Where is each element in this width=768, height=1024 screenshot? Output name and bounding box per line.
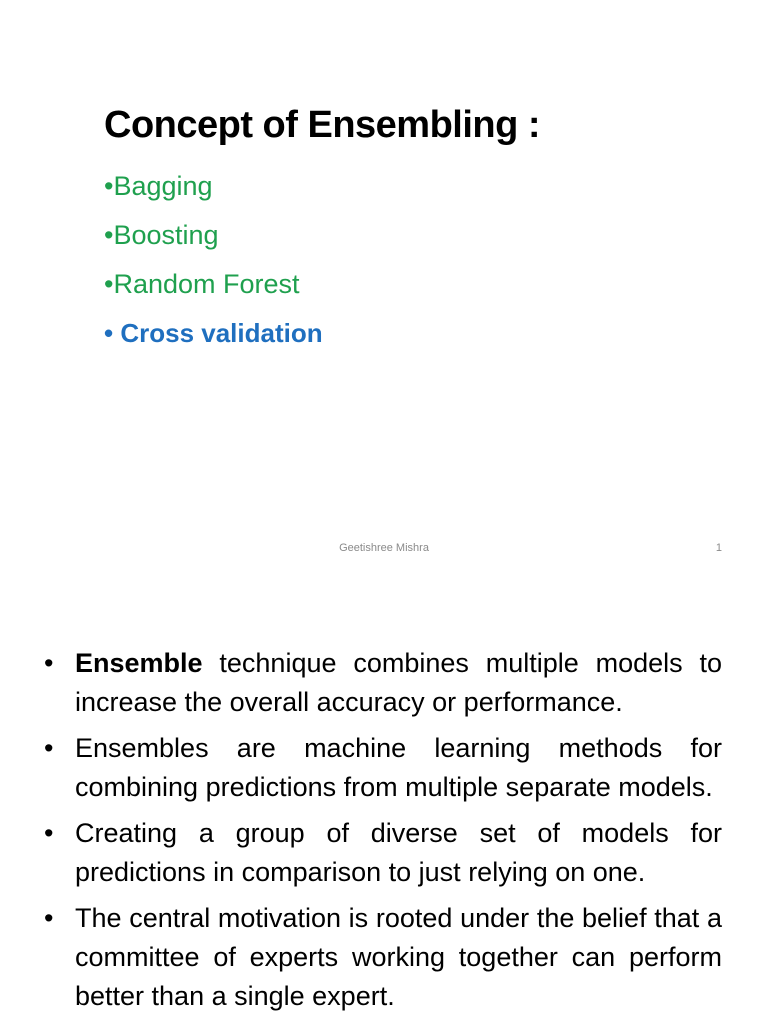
bullet-marker: • <box>44 818 54 848</box>
footer-author: Geetishree Mishra <box>339 542 429 554</box>
bullet-text: technique combines multiple models to increase the overall accuracy or performance. <box>75 648 722 717</box>
bullet-list <box>44 644 722 1023</box>
topic-item-boosting: •Boosting <box>104 220 219 250</box>
topic-item-cross-validation: • Cross validation <box>104 318 323 348</box>
bullet-item <box>44 729 722 807</box>
topic-item-bagging: •Bagging <box>104 171 213 201</box>
bullet-text: Creating a group of diverse set of models for predictions in comparison to just relying on one. <box>75 818 722 887</box>
bullet-item <box>44 814 722 892</box>
topic-list <box>104 166 323 362</box>
bullet-item <box>44 644 722 722</box>
bullet-item <box>44 899 722 1016</box>
topic-item-random-forest: •Random Forest <box>104 269 300 299</box>
bullet-marker: • <box>44 733 54 763</box>
bullet-text: The central motivation is rooted under the belief that a committee of experts working together can perform better than a single expert. <box>75 903 722 1011</box>
footer-page-number: 1 <box>715 542 722 554</box>
bullet-marker: • <box>44 903 54 933</box>
bullet-marker: • <box>44 648 54 678</box>
bullet-bold-lead: Ensemble <box>75 648 203 678</box>
slide-2 <box>0 592 768 1024</box>
slide-title: Concept of Ensembling : <box>104 104 541 146</box>
bullet-text: Ensembles are machine learning methods for combining predictions from multiple separate models. <box>75 733 722 802</box>
